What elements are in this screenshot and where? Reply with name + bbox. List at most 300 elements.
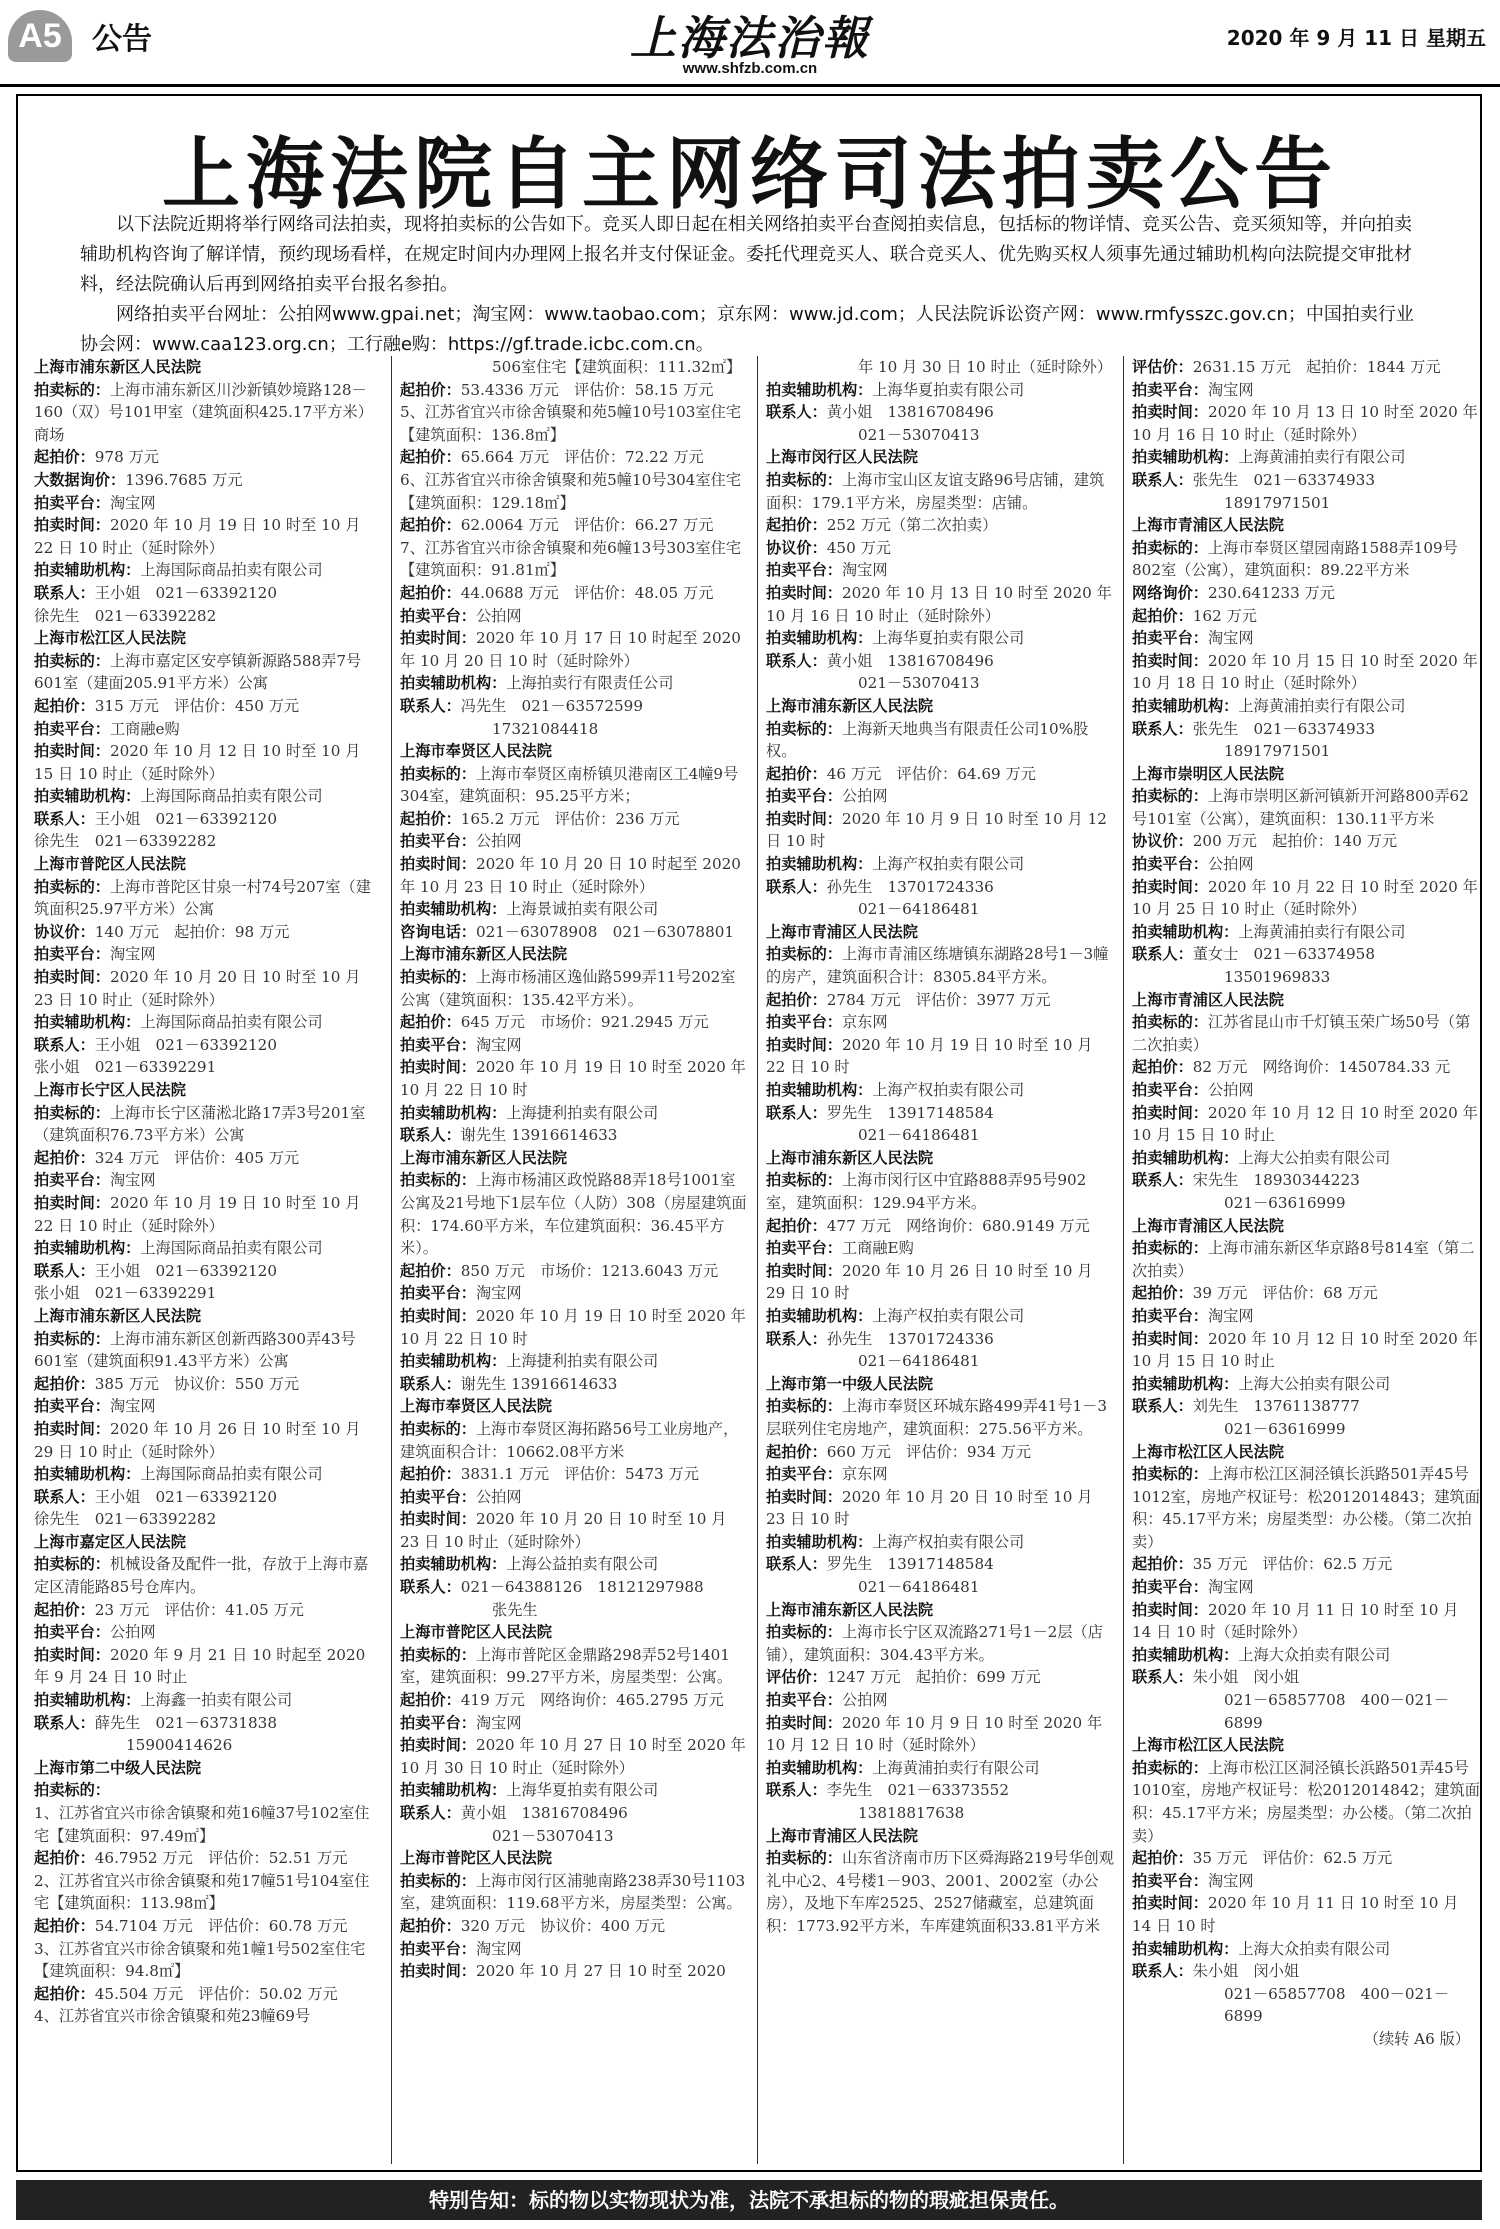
field-label: 拍卖标的： [34, 1555, 110, 1574]
entry-row [766, 898, 1114, 921]
field-label: 拍卖标的： [766, 719, 842, 738]
field-label: 协议价： [766, 538, 827, 557]
field-label: 拍卖标的： [400, 1645, 476, 1664]
field-label: 拍卖辅助机构： [400, 1103, 507, 1122]
field-value: 徐先生 021－63392282 [34, 832, 217, 851]
field-value: 上海黄浦拍卖行有限公司 [1238, 448, 1406, 467]
entry-row [1132, 1102, 1480, 1147]
field-value: 上海国际商品拍卖有限公司 [140, 787, 323, 806]
field-value: 朱小姐 闵小姐 [1192, 1668, 1300, 1687]
field-label: 拍卖标的： [34, 651, 110, 670]
field-value: 淘宝网 [841, 561, 888, 580]
field-label: 拍卖辅助机构： [766, 855, 873, 874]
entry-row [400, 1418, 748, 1463]
field-label: 拍卖平台： [400, 832, 476, 851]
entry-row [1132, 605, 1480, 628]
entry-row [766, 1124, 1114, 1147]
field-label: 联系人： [34, 1713, 95, 1732]
entry-row [1132, 1079, 1480, 1102]
entry-row [400, 1056, 748, 1101]
auction-entry [34, 853, 382, 1079]
entry-row [1132, 1395, 1480, 1418]
entry-row [400, 1463, 748, 1486]
field-value: 45.504 万元 评估价：50.02 万元 [94, 1984, 338, 2003]
entry-row [34, 469, 382, 492]
field-label: 起拍价： [400, 1691, 461, 1710]
field-value: 王小姐 021－63392120 [94, 583, 277, 602]
field-label: 拍卖平台： [1132, 1578, 1208, 1597]
field-label: 拍卖标的： [766, 1849, 842, 1868]
field-label: 拍卖时间： [766, 1035, 842, 1054]
field-value: 021－53070413 [492, 1826, 614, 1845]
field-label: 拍卖平台： [34, 1397, 110, 1416]
entry-row [766, 1350, 1114, 1373]
field-value: 2020 年 10 月 19 日 10 时至 10 月 22 日 10 时 [766, 1035, 1093, 1077]
field-label: 拍卖平台： [400, 1035, 476, 1054]
entry-row [766, 1102, 1114, 1125]
entry-row [1132, 830, 1480, 853]
entry-row [766, 401, 1114, 424]
field-label: 联系人： [1132, 1397, 1193, 1416]
entry-row [34, 492, 382, 515]
field-value: 上海大众拍卖有限公司 [1238, 1645, 1391, 1664]
auction-entry [1132, 989, 1480, 1215]
field-label: 拍卖标的： [766, 945, 842, 964]
field-value: 董女士 021－63374958 [1192, 945, 1375, 964]
field-label: 拍卖辅助机构： [1132, 448, 1239, 467]
entry-row [1132, 785, 1480, 830]
field-label: 起拍价： [34, 448, 95, 467]
field-value: 15900414626 [126, 1736, 233, 1755]
field-label: 拍卖辅助机构： [766, 380, 873, 399]
field-label: 起拍价： [400, 448, 461, 467]
auction-entry [1132, 356, 1480, 514]
field-label: 联系人： [766, 1555, 827, 1574]
entry-row [766, 514, 1114, 537]
entry-row [1132, 1056, 1480, 1079]
continued-note: （续转 A6 版） [1363, 2029, 1470, 2048]
field-value: 孙先生 13701724336 [826, 1329, 994, 1348]
field-label: 起拍价： [1132, 606, 1193, 625]
field-value: 162 万元 [1192, 606, 1257, 625]
field-label: 联系人： [400, 1578, 461, 1597]
field-value: 021－64186481 [858, 1126, 980, 1145]
entry-row [34, 1395, 382, 1418]
field-value: 黄小姐 13816708496 [826, 651, 994, 670]
field-label: 拍卖时间： [400, 1962, 476, 1981]
field-value: 淘宝网 [109, 493, 156, 512]
field-label: 拍卖平台： [400, 1713, 476, 1732]
field-label: 拍卖时间： [1132, 651, 1208, 670]
field-value: 13501969833 [1224, 968, 1331, 987]
entry-row [400, 582, 748, 605]
field-label: 起拍价： [34, 1916, 95, 1935]
entry-row [1132, 627, 1480, 650]
entry-row [34, 740, 382, 785]
field-label: 联系人： [400, 696, 461, 715]
entry-row [766, 1712, 1114, 1757]
entry-row [766, 650, 1114, 673]
field-label: 拍卖时间： [34, 742, 110, 761]
entry-row [1132, 1553, 1480, 1576]
entry-row [766, 853, 1114, 876]
field-value: 刘先生 13761138777 [1192, 1397, 1360, 1416]
entry-row [1132, 650, 1480, 695]
entry-row [400, 1779, 748, 1802]
entry-row [34, 1463, 382, 1486]
entry-row [34, 1689, 382, 1712]
field-label: 起拍价： [400, 516, 461, 535]
field-value: 上海捷利拍卖有限公司 [506, 1352, 659, 1371]
field-value: 上海市崇明区新河镇新开河路800弄62号101室（公寓），建筑面积：130.11平方米 [1132, 787, 1469, 828]
field-value: 165.2 万元 评估价：236 万元 [460, 809, 680, 828]
field-label: 拍卖辅助机构： [34, 1239, 141, 1258]
field-label: 拍卖平台： [766, 787, 842, 806]
entry-row [766, 582, 1114, 627]
field-value: 315 万元 评估价：450 万元 [94, 696, 300, 715]
field-label: 起拍价： [400, 1261, 461, 1280]
field-value: 2020 年 10 月 20 日 10 时起至 2020 年 10 月 23 日 10 时止（延时除外） [400, 855, 741, 896]
field-label: 联系人： [400, 1804, 461, 1822]
field-label: 拍卖时间： [400, 855, 476, 874]
entry-row [400, 537, 748, 582]
field-label: 拍卖标的： [1132, 787, 1208, 806]
field-value: 王小姐 021－63392120 [94, 809, 277, 828]
entry-row [400, 1350, 748, 1373]
field-value: 淘宝网 [1207, 1306, 1254, 1325]
entry-row [34, 1486, 382, 1509]
field-label: 拍卖时间： [1132, 403, 1208, 422]
field-value: 江苏省昆山市千灯镇玉荣广场50号（第二次拍卖） [1132, 1013, 1471, 1054]
field-label: 拍卖平台： [1132, 1081, 1208, 1099]
field-label: 联系人： [1132, 1962, 1193, 1981]
entry-row [1132, 1463, 1480, 1553]
entry-row [766, 672, 1114, 695]
field-label: 拍卖标的： [1132, 1013, 1208, 1032]
court-name: 上海市浦东新区人民法院 [34, 358, 202, 376]
field-value: 1396.7685 万元 [125, 470, 243, 489]
field-value: 021－64186481 [858, 1352, 980, 1371]
entry-row [766, 1260, 1114, 1305]
entry-row [34, 605, 382, 628]
entry-row [766, 424, 1114, 447]
field-value: 山东省济南市历下区舜海路219号华创观礼中心2、4号楼1－903、2001、2002室（办公房），及地下车库2525、2527储藏室，总建筑面积：1773.92平方米，车库建筑面积33.81平方米 [766, 1849, 1114, 1935]
entry-row [34, 1938, 382, 1983]
field-value: 021－63078908 021－63078801 [475, 922, 735, 941]
entry-row [400, 1034, 748, 1057]
field-label: 拍卖时间： [1132, 1103, 1208, 1122]
field-label: 拍卖辅助机构： [766, 1081, 873, 1099]
entry-row [1132, 1983, 1480, 2028]
issue-date: 2020 年 9 月 11 日 星期五 [1226, 26, 1486, 50]
entry-row [400, 446, 748, 469]
court-name: 上海市普陀区人民法院 [400, 1623, 552, 1642]
field-value: 上海华夏拍卖有限公司 [872, 629, 1025, 648]
field-value: 罗先生 13917148584 [826, 1103, 994, 1122]
entry-row [766, 1441, 1114, 1464]
field-value: 淘宝网 [1207, 380, 1254, 399]
entry-row [766, 1237, 1114, 1260]
field-label: 联系人： [400, 1374, 461, 1393]
entry-row [34, 966, 382, 1011]
entry-row [1132, 1870, 1480, 1893]
entry-row [34, 718, 382, 741]
entry-row [400, 1802, 748, 1825]
entry-row [34, 830, 382, 853]
field-label: 拍卖平台： [766, 1239, 842, 1258]
entry-row [1132, 1147, 1480, 1170]
entry-row [766, 1847, 1114, 1937]
field-label: 拍卖辅助机构： [1132, 1939, 1239, 1958]
field-label: 拍卖时间： [766, 583, 842, 602]
entry-row [34, 446, 382, 469]
field-value: 谢先生 13916614633 [460, 1126, 618, 1145]
intro-text [80, 210, 1420, 360]
field-value: 淘宝网 [1207, 1871, 1254, 1890]
field-value: 4、江苏省宜兴市徐舍镇聚和苑23幢69号 [34, 2007, 311, 2026]
field-label: 拍卖辅助机构： [400, 674, 507, 693]
field-value: 39 万元 评估价：68 万元 [1192, 1284, 1378, 1303]
field-value: 419 万元 网络询价：465.2795 万元 [460, 1691, 724, 1710]
entry-row [1132, 876, 1480, 921]
field-value: 2020 年 10 月 19 日 10 时至 10 月 22 日 10 时止（延时除外） [34, 1193, 361, 1235]
entry-row [400, 1915, 748, 1938]
column-divider [391, 356, 392, 2164]
entry-row [34, 514, 382, 559]
page-title: 上海法院自主网络司法拍卖公告 [161, 130, 1338, 220]
field-value: 淘宝网 [109, 945, 156, 964]
entry-row [34, 876, 382, 921]
field-value: 公拍网 [475, 1487, 522, 1506]
entry-row [34, 1847, 382, 1870]
field-label: 咨询电话： [400, 922, 476, 941]
entry-row [34, 1915, 382, 1938]
field-label: 联系人： [34, 1487, 95, 1506]
field-value: 公拍网 [475, 606, 522, 625]
field-value: 京东网 [841, 1013, 888, 1032]
field-label: 大数据询价： [34, 470, 126, 489]
entry-row [1132, 1757, 1480, 1847]
entry-row [34, 1282, 382, 1305]
field-value: 公拍网 [841, 1691, 888, 1710]
field-label: 协议价： [1132, 832, 1193, 851]
court-name: 上海市松江区人民法院 [1132, 1736, 1284, 1755]
field-value: 孙先生 13701724336 [826, 877, 994, 896]
entry-row [34, 1734, 382, 1757]
field-label: 拍卖标的： [766, 1171, 842, 1190]
field-label: 拍卖标的： [1132, 538, 1208, 557]
field-value: 1247 万元 起拍价：699 万元 [826, 1668, 1041, 1687]
entry-row [400, 1011, 748, 1034]
section-name: 公告 [92, 22, 152, 57]
entry-row [34, 650, 382, 695]
entry-row [34, 1102, 382, 1147]
auction-entry [1132, 514, 1480, 763]
entry-row [1132, 740, 1480, 763]
field-value: 王小姐 021－63392120 [94, 1261, 277, 1280]
field-value: 淘宝网 [475, 1713, 522, 1732]
entry-row [766, 1463, 1114, 1486]
field-label: 拍卖平台： [34, 1623, 110, 1642]
field-label: 拍卖时间： [1132, 1329, 1208, 1348]
auction-entry [766, 695, 1114, 921]
entry-row [34, 1237, 382, 1260]
field-value: 淘宝网 [1207, 629, 1254, 648]
field-label: 拍卖标的： [400, 968, 476, 987]
field-value: 上海市浦东新区创新西路300弄43号601室（建筑面积91.43平方米）公寓 [34, 1329, 356, 1371]
field-value: 公拍网 [475, 832, 522, 851]
field-label: 拍卖辅助机构： [766, 1758, 873, 1777]
entry-row [400, 808, 748, 831]
field-value: 上海产权拍卖有限公司 [872, 1532, 1025, 1551]
auction-entry [1132, 1441, 1480, 1735]
field-label: 起拍价： [1132, 1849, 1193, 1868]
field-value: 上海市奉贤区望园南路1588弄109号802室（公寓），建筑面积：89.22平方米 [1132, 538, 1458, 580]
entry-row [34, 1802, 382, 1847]
field-label: 拍卖辅助机构： [1132, 922, 1239, 941]
field-label: 拍卖标的： [34, 380, 110, 399]
field-label: 拍卖辅助机构： [34, 787, 141, 806]
field-label: 拍卖平台： [1132, 1306, 1208, 1325]
field-value: 张小姐 021－63392291 [34, 1058, 217, 1077]
entry-row [400, 605, 748, 628]
field-value: 徐先生 021－63392282 [34, 606, 217, 625]
field-value: 上海国际商品拍卖有限公司 [140, 1239, 323, 1258]
field-label: 起拍价： [34, 1984, 95, 2003]
field-value: 淘宝网 [475, 1284, 522, 1303]
entry-row [400, 1282, 748, 1305]
entry-row [1132, 1644, 1480, 1667]
entry-row [1132, 1282, 1480, 1305]
field-value: 上海市长宁区双流路271号1－2层（店铺），建筑面积：304.43平方米。 [766, 1623, 1103, 1664]
field-value: 上海黄浦拍卖行有限公司 [872, 1758, 1040, 1777]
court-name: 上海市青浦区人民法院 [1132, 1216, 1284, 1235]
court-name: 上海市闵行区人民法院 [766, 448, 918, 467]
field-value: 上海华夏拍卖有限公司 [872, 380, 1025, 399]
court-name: 上海市第二中级人民法院 [34, 1758, 202, 1777]
entry-row [400, 1938, 748, 1961]
field-value: 上海国际商品拍卖有限公司 [140, 1465, 323, 1484]
entry-row [766, 537, 1114, 560]
entry-row [766, 1011, 1114, 1034]
field-label: 起拍价： [34, 1600, 95, 1619]
entry-row [1132, 1011, 1480, 1056]
field-label: 拍卖辅助机构： [400, 1352, 507, 1371]
field-value: 021－64388126 18121297988 [460, 1578, 704, 1597]
field-value: 工商融E购 [841, 1239, 914, 1258]
field-label: 拍卖辅助机构： [34, 1465, 141, 1484]
entry-row [400, 469, 748, 514]
field-label: 联系人： [766, 877, 827, 896]
entry-row [1132, 1847, 1480, 1870]
field-value: 2020 年 10 月 19 日 10 时至 10 月 22 日 10 时止（延时除外） [34, 516, 361, 557]
entry-row [1132, 1305, 1480, 1328]
field-value: 44.0688 万元 评估价：48.05 万元 [460, 583, 714, 602]
field-value: 3831.1 万元 评估价：5473 万元 [460, 1465, 699, 1484]
field-value: 王小姐 021－63392120 [94, 1035, 277, 1054]
entry-row [766, 1034, 1114, 1079]
field-value: 上海景诚拍卖有限公司 [506, 900, 659, 919]
field-value: 2020 年 10 月 13 日 10 时至 2020 年 10 月 16 日 10 时止（延时除外） [1132, 403, 1478, 444]
field-value: 021－53070413 [858, 425, 980, 444]
newspaper-url[interactable]: www.shfzb.com.cn [682, 60, 818, 77]
field-label: 拍卖平台： [1132, 1871, 1208, 1890]
field-value: 上海市浦东新区川沙新镇妙境路128－160（双）号101甲室（建筑面积425.17平方米）商场 [34, 380, 373, 444]
field-value: 021－64186481 [858, 1578, 980, 1597]
court-name: 上海市松江区人民法院 [34, 629, 186, 648]
field-label: 拍卖时间： [34, 968, 110, 987]
field-label: 拍卖时间： [400, 1736, 476, 1755]
field-label: 联系人： [766, 1329, 827, 1348]
field-label: 拍卖时间： [400, 1510, 476, 1529]
entry-row [400, 1825, 748, 1848]
field-label: 联系人： [1132, 945, 1193, 964]
entry-row [766, 559, 1114, 582]
field-value: 2784 万元 评估价：3977 万元 [826, 990, 1051, 1009]
field-value: 2020 年 10 月 9 日 10 时至 10 月 12 日 10 时 [766, 809, 1107, 851]
field-value: 上海市闵行区中宜路888弄95号902室，建筑面积：129.94平方米。 [766, 1171, 1087, 1212]
entry-row [766, 1802, 1114, 1825]
entry-row [34, 1373, 382, 1396]
court-name: 上海市普陀区人民法院 [34, 855, 186, 874]
field-label: 拍卖辅助机构： [1132, 1645, 1239, 1664]
entry-row [34, 1328, 382, 1373]
entry-row [34, 695, 382, 718]
entry-row [1132, 1237, 1480, 1282]
auction-entry [766, 1147, 1114, 1373]
field-label: 拍卖辅助机构： [400, 900, 507, 919]
field-label: 起拍价： [34, 1374, 95, 1393]
field-label: 拍卖标的： [766, 470, 842, 489]
field-label: 拍卖辅助机构： [400, 1781, 507, 1800]
field-value: 上海市嘉定区安亭镇新源路588弄7号601室（建面205.91平方米）公寓 [34, 651, 362, 693]
field-value: 2020 年 10 月 13 日 10 时至 2020 年 10 月 16 日 10 时止（延时除外） [766, 583, 1112, 625]
entry-row [766, 356, 1114, 379]
field-label: 拍卖平台： [34, 719, 110, 738]
field-label: 起拍价： [400, 583, 461, 602]
field-label: 拍卖平台： [1132, 380, 1208, 399]
field-value: 2020 年 10 月 11 日 10 时至 10 月 14 日 10 时 [1132, 1894, 1459, 1935]
field-value: 徐先生 021－63392282 [34, 1510, 217, 1529]
entry-row [400, 1960, 748, 1983]
entry-row [400, 718, 748, 741]
field-value: 2020 年 10 月 12 日 10 时至 2020 年 10 月 15 日 10 时止 [1132, 1329, 1478, 1371]
entry-row [766, 1553, 1114, 1576]
field-label: 拍卖辅助机构： [1132, 1148, 1239, 1167]
field-value: 2020 年 10 月 12 日 10 时至 2020 年 10 月 15 日 10 时止 [1132, 1103, 1478, 1145]
court-name: 上海市崇明区人民法院 [1132, 764, 1284, 783]
field-value: 年 10 月 30 日 10 时止（延时除外） [858, 358, 1113, 376]
field-value: 230.641233 万元 [1207, 583, 1335, 602]
entry-row [400, 898, 748, 921]
entry-row [400, 356, 748, 379]
court-name: 上海市奉贤区人民法院 [400, 742, 552, 761]
entry-row [1132, 1666, 1480, 1689]
field-value: 140 万元 起拍价：98 万元 [94, 922, 290, 941]
field-label: 拍卖辅助机构： [766, 629, 873, 648]
entry-row [766, 808, 1114, 853]
field-label: 拍卖时间： [400, 629, 476, 648]
column-2 [400, 356, 748, 2164]
entry-row [1132, 1892, 1480, 1937]
newspaper-logo: 上海法治報 [630, 11, 870, 65]
field-value: 200 万元 起拍价：140 万元 [1192, 832, 1398, 851]
field-label: 起拍价： [400, 1013, 461, 1032]
field-value: 淘宝网 [109, 1397, 156, 1416]
field-value: 上海大众拍卖有限公司 [1238, 1939, 1391, 1958]
field-value: 上海市长宁区蒲淞北路17弄3号201室（建筑面积76.73平方米）公寓 [34, 1103, 366, 1145]
field-value: 23 万元 评估价：41.05 万元 [94, 1600, 304, 1619]
